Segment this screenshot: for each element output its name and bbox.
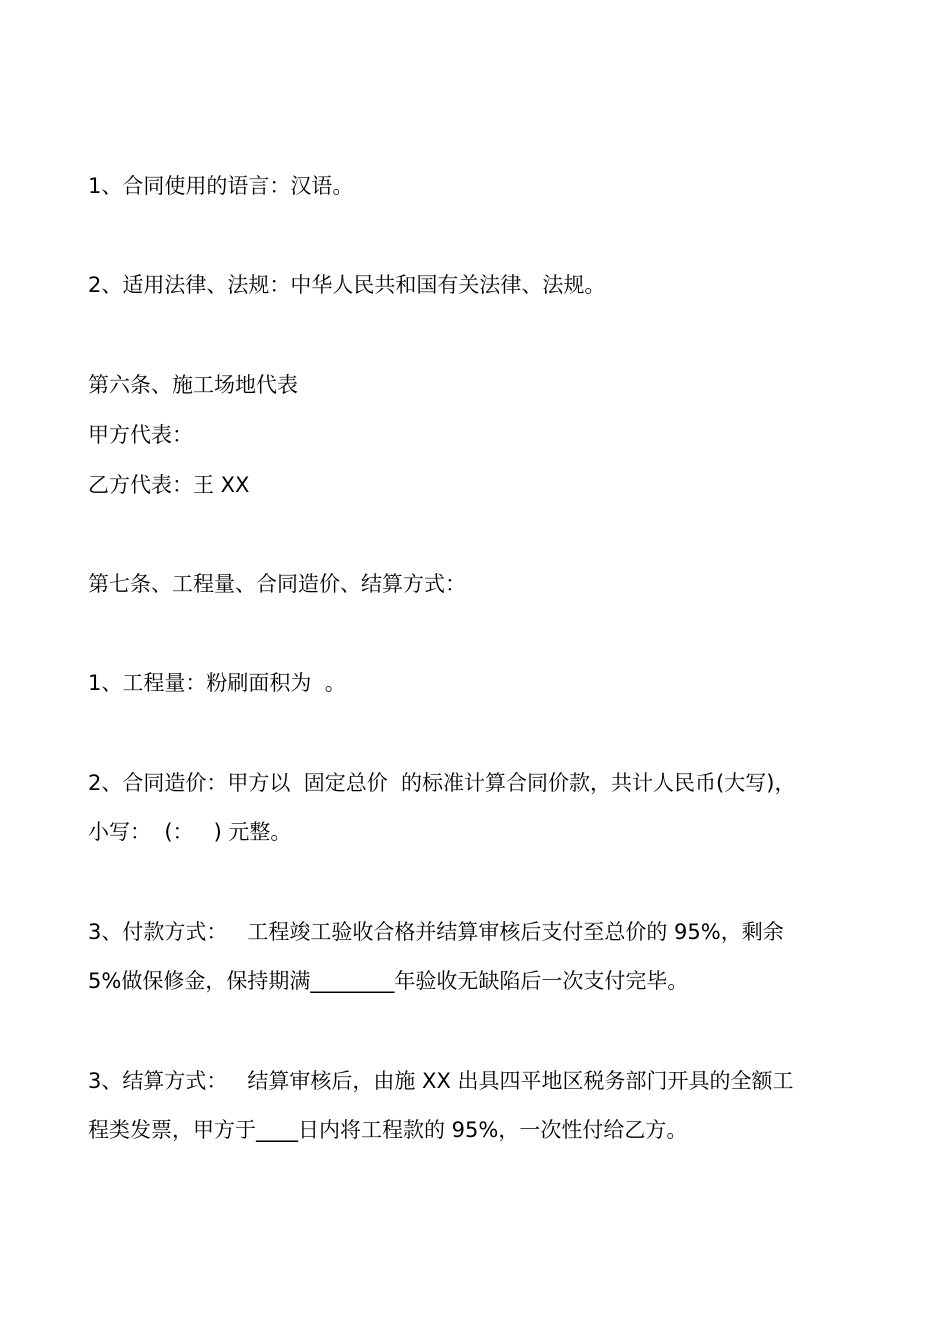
clause-language: 1、合同使用的语言：汉语。 <box>88 174 354 198</box>
clause-work-quantity: 1、工程量：粉刷面积为 。 <box>88 671 346 695</box>
article-six-heading: 第六条、施工场地代表 <box>88 373 298 397</box>
party-a-representative: 甲方代表： <box>88 423 193 447</box>
clause-settlement-method-cont: 程类发票，甲方于____日内将工程款的 95%，一次性付给乙方。 <box>88 1118 688 1142</box>
clause-contract-price-cont: 小写： (： ) 元整。 <box>88 820 292 844</box>
clause-payment-method: 3、付款方式： 工程竣工验收合格并结算审核后支付至总价的 95%，剩余 <box>88 920 784 944</box>
clause-applicable-law: 2、适用法律、法规：中华人民共和国有关法律、法规。 <box>88 273 606 297</box>
clause-payment-method-cont: 5%做保修金，保持期满________年验收无缺陷后一次支付完毕。 <box>88 969 689 993</box>
clause-settlement-method: 3、结算方式： 结算审核后，由施 XX 出具四平地区税务部门开具的全额工 <box>88 1069 794 1093</box>
article-seven-heading: 第七条、工程量、合同造价、结算方式： <box>88 572 466 596</box>
clause-contract-price: 2、合同造价：甲方以 固定总价 的标准计算合同价款，共计人民币(大写)， <box>88 771 796 795</box>
party-b-representative: 乙方代表：王 XX <box>88 473 250 497</box>
